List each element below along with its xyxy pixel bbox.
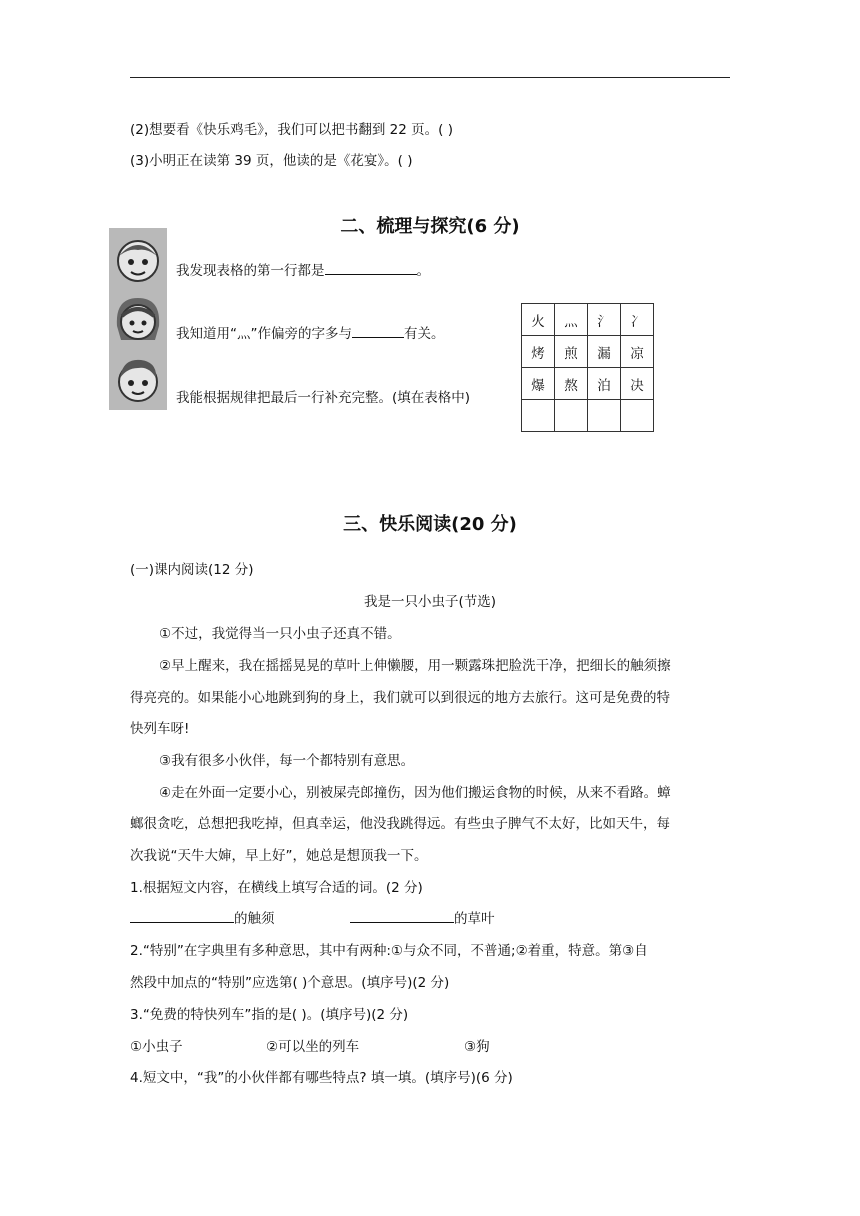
boy-face-icon [111,232,165,286]
passage-title: 我是一只小虫子(节选) [363,594,497,610]
question-3: 3.“免费的特快列车”指的是( )。(填序号)(2 分) [130,1007,409,1023]
children-faces-illustration [109,228,167,410]
table-blank-cell[interactable] [522,400,555,432]
table-cell: 凉 [621,336,654,368]
paragraph-line: ①不过，我觉得当一只小虫子还真不错。 [159,626,401,642]
section2-title: 二、梳理与探究(6 分) [340,216,520,237]
question-3-option-2: ②可以坐的列车 [266,1039,360,1055]
table-cell: 冫 [621,304,654,336]
boy2-face-icon [111,352,165,406]
question-1-suffix-1: 的触须 [234,911,275,927]
statement-3: 我能根据规律把最后一行补充完整。(填在表格中) [176,390,471,406]
question-1: 1.根据短文内容，在横线上填写合适的词。(2 分) [130,880,423,896]
subsection-title: (一)课内阅读(12 分) [130,562,254,578]
table-blank-cell[interactable] [621,400,654,432]
statement-1-blank[interactable] [325,260,417,275]
paragraph-line: ③我有很多小伙伴，每一个都特别有意思。 [159,753,415,769]
question-1-suffix-2: 的草叶 [454,911,495,927]
table-cell: 灬 [555,304,588,336]
paragraph-line: 快列车呀! [130,721,190,737]
radical-table [521,303,654,432]
statement-2-text: 我知道用“灬”作偏旁的字多与 [176,326,352,342]
table-cell: 火 [522,304,555,336]
paragraph-line: 得亮亮的。如果能小心地跳到狗的身上，我们就可以到很远的地方去旅行。这可是免费的特 [130,690,670,706]
girl-face-icon [111,292,165,346]
statement-1 [176,259,430,279]
section3-title: 三、快乐阅读(20 分) [343,514,517,535]
paragraph-line: 次我说“天牛大婶，早上好”，她总是想顶我一下。 [130,848,428,864]
table-cell: 氵 [588,304,621,336]
statement-2 [176,322,445,342]
table-cell: 漏 [588,336,621,368]
part1-item-3: (3)小明正在读第 39 页，他读的是《花宴》。( ) [130,153,413,169]
table-cell: 烤 [522,336,555,368]
statement-1-text: 我发现表格的第一行都是 [176,263,325,279]
paragraph-line: 螂很贪吃，总想把我吃掉，但真幸运，他没我跳得远。有些虫子脾气不太好，比如天牛，每 [130,816,670,832]
question-1-blank-1[interactable] [130,908,234,923]
question-1-answer-1 [130,907,275,927]
table-blank-cell[interactable] [588,400,621,432]
table-cell: 煎 [555,336,588,368]
paragraph-line: ④走在外面一定要小心，别被屎壳郎撞伤，因为他们搬运食物的时候，从来不看路。蟑 [159,785,671,801]
table-cell: 爆 [522,368,555,400]
table-cell: 决 [621,368,654,400]
question-2-line-2: 然段中加点的“特别”应选第( )个意思。(填序号)(2 分) [130,975,450,991]
statement-1-end: 。 [416,263,430,279]
table-blank-cell[interactable] [555,400,588,432]
part1-item-2: (2)想要看《快乐鸡毛》，我们可以把书翻到 22 页。( ) [130,122,453,138]
header-rule [130,77,730,78]
statement-2-end: 有关。 [404,326,445,342]
question-4: 4.短文中，“我”的小伙伴都有哪些特点? 填一填。(填序号)(6 分) [130,1070,513,1086]
question-3-option-3: ③狗 [464,1039,490,1055]
question-2-line-1: 2.“特别”在字典里有多种意思，其中有两种:①与众不同，不普通;②着重，特意。第③自 [130,943,648,959]
question-3-option-1: ①小虫子 [130,1039,183,1055]
table-cell: 熬 [555,368,588,400]
table-cell: 泊 [588,368,621,400]
question-1-blank-2[interactable] [350,908,454,923]
statement-2-blank[interactable] [352,323,404,338]
question-1-answer-2 [350,907,495,927]
paragraph-line: ②早上醒来，我在摇摇晃晃的草叶上伸懒腰，用一颗露珠把脸洗干净，把细长的触须擦 [159,658,671,674]
